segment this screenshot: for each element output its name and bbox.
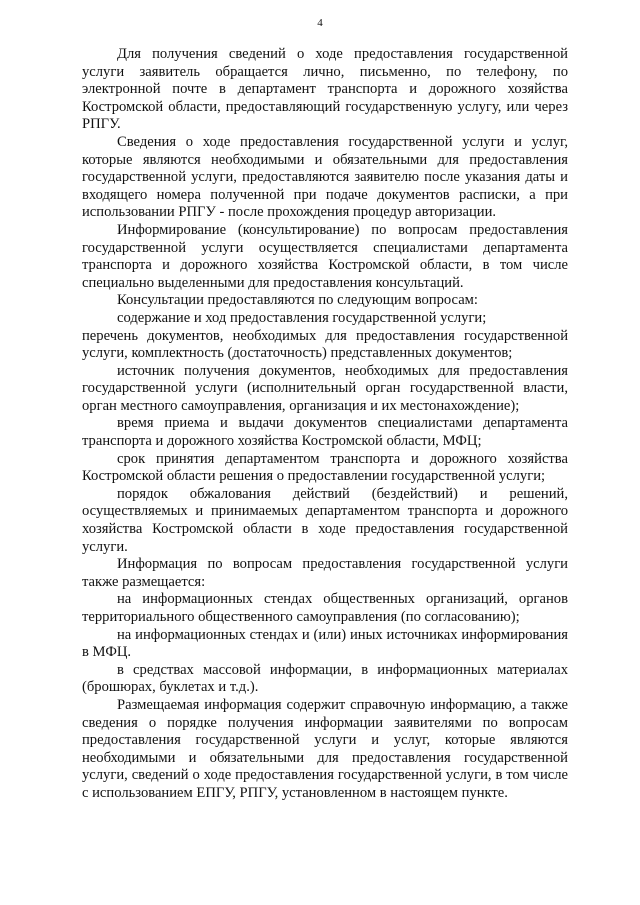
paragraph: на информационных стендах и (или) иных источниках информирования в МФЦ. — [82, 626, 568, 661]
paragraph: перечень документов, необходимых для предоставления государственной услуги, комплектность (достаточность) представленных документов; — [82, 327, 568, 362]
paragraph: Консультации предоставляются по следующим вопросам: — [117, 292, 478, 309]
paragraph: Сведения о ходе предоставления государственной услуги и услуг, которые являются необходимыми и обязательными для предоставления государственной услуги, предоставляются заявителю после указания даты и входящего номера полученной при подаче документов расписки, а при использовании РПГУ - после прохождения процедур авторизации. — [82, 133, 568, 221]
paragraph: Для получения сведений о ходе предоставления государственной услуги заявитель обращается лично, письменно, по телефону, по электронной почте в департамент транспорта и дорожного хозяйства Костромской области, предоставляющий государственную услугу, или через РПГУ. — [82, 46, 568, 133]
paragraph: Информирование (консультирование) по вопросам предоставления государственной услуги осуществляется специалистами департамента транспорта и дорожного хозяйства Костромской области, в том числе специально выделенными для предоставления консультаций. — [82, 221, 568, 291]
page-number: 4 — [317, 17, 323, 29]
paragraph: содержание и ход предоставления государственной услуги; — [117, 309, 487, 326]
paragraph: источник получения документов, необходимых для предоставления государственной услуги (исполнительный орган государственной власти, орган местного самоуправления, организация и их местонахождение); — [82, 362, 568, 414]
paragraph: время приема и выдачи документов специалистами департамента транспорта и дорожного хозяйства Костромской области, МФЦ; — [82, 415, 568, 450]
paragraph: Размещаемая информация содержит справочную информацию, а также сведения о порядке получения информации заявителями по вопросам предоставления государственной услуги и услуг, которые являются необходимыми и обязательными для предоставления государственной услуги, сведений о ходе предоставления государственной услуги, в том числе с использованием ЕПГУ, РПГУ, установленном в настоящем пункте. — [82, 696, 568, 801]
document-body — [82, 46, 568, 803]
paragraph: на информационных стендах общественных организаций, органов территориального общественного самоуправления (по согласованию); — [82, 591, 568, 625]
paragraph: срок принятия департаментом транспорта и дорожного хозяйства Костромской области решения о предоставлении государственной услуги; — [82, 450, 568, 485]
paragraph: в средствах массовой информации, в информационных материалах (брошюрах, буклетах и т.д.). — [82, 661, 568, 696]
paragraph: порядок обжалования действий (бездействий) и решений, осуществляемых и принимаемых департаментом транспорта и дорожного хозяйства Костромской области в ходе предоставления государственной услуги. — [82, 485, 568, 555]
paragraph: Информация по вопросам предоставления государственной услуги также размещается: — [82, 556, 568, 590]
